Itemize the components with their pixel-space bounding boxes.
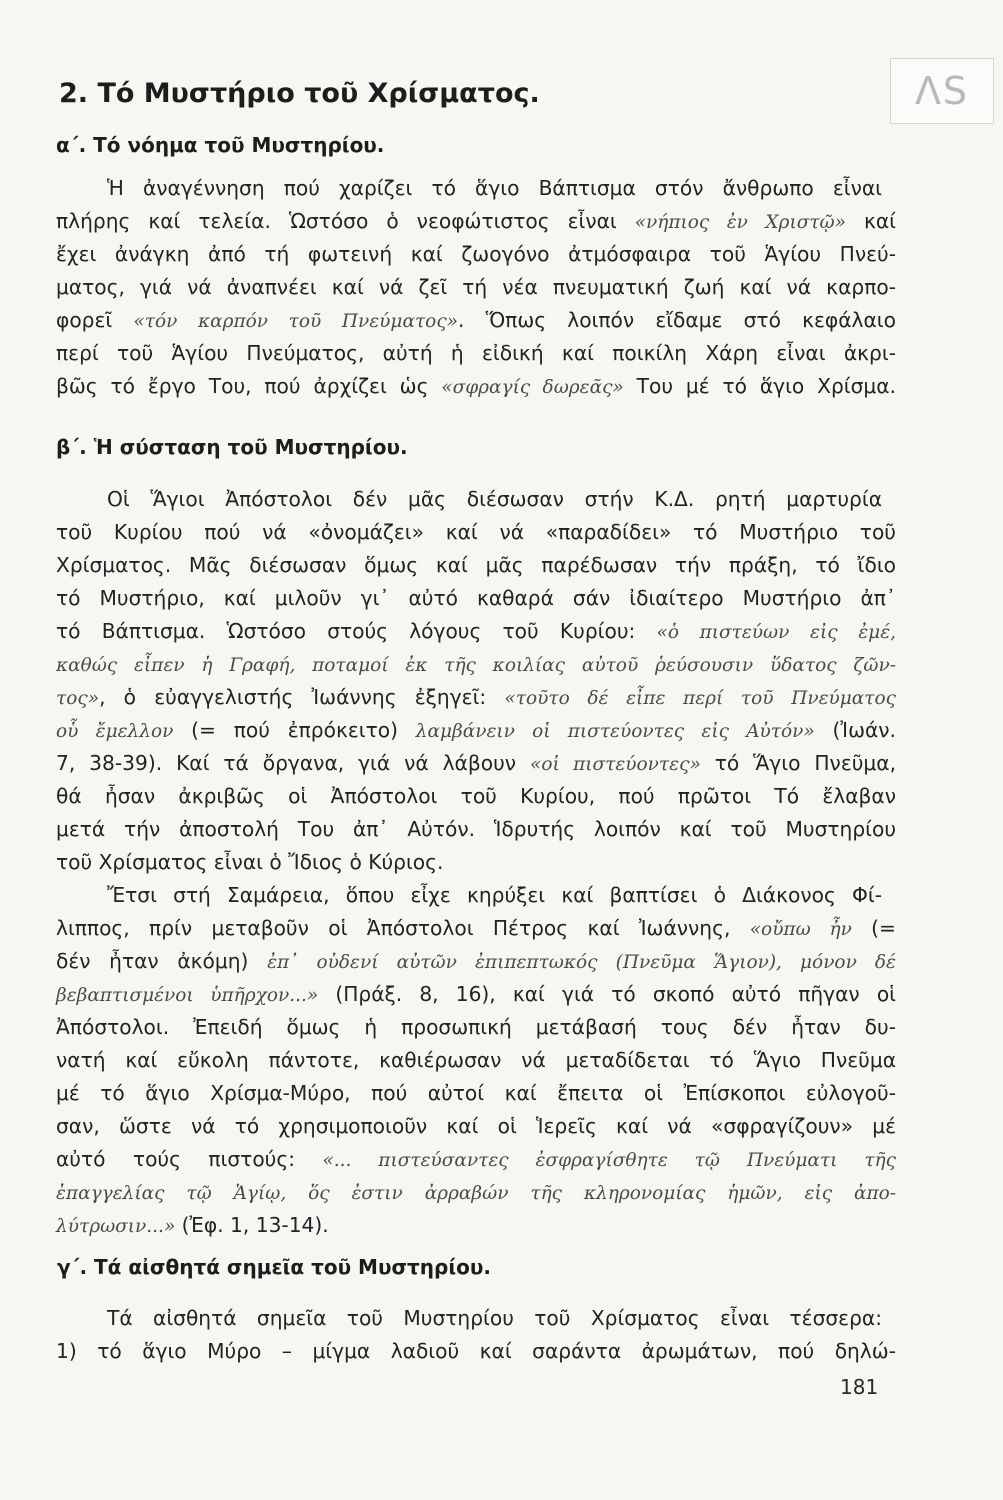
line-text: τοῦ Χρίσματος εἶναι ὁ Ἴδιος ὁ Κύριος. [56, 850, 444, 874]
section-heading-b: β΄. Ἡ σύσταση τοῦ Μυστηρίου. [56, 435, 408, 459]
text-line [56, 514, 896, 550]
line-text: 7, 38-39). Καί τά ὄργανα, γιά νά λάβουν [56, 751, 530, 775]
line-text: περί τοῦ Ἁγίου Πνεύματος, αὐτή ἡ εἰδική καί ποικίλη Χάρη εἶναι ἀκρι- [56, 341, 896, 365]
quoted-scripture: οὗ ἔμελλον [56, 721, 174, 742]
line-text: (= [851, 916, 896, 940]
line-text: καί [845, 209, 897, 233]
text-line [56, 613, 896, 649]
text-line [56, 976, 896, 1012]
section-heading-c: γ΄. Τά αἰσθητά σημεῖα τοῦ Μυστηρίου. [57, 1255, 491, 1279]
text-line [56, 844, 896, 880]
line-text: (Πράξ. 8, 16), καί γιά τό σκοπό αὐτό πῆγαν οἱ [318, 982, 896, 1006]
text-line [56, 778, 896, 814]
line-text: νατή καί εὔκολη πάντοτε, καθιέρωσαν νά μεταδίδεται τό Ἅγιο Πνεῦμα [56, 1048, 896, 1072]
text-line [56, 1108, 896, 1144]
quoted-scripture: βεβαπτισμένοι ὑπῆρχον...» [56, 985, 319, 1006]
quoted-scripture: «... πιστεύσαντες ἐσφραγίσθητε τῷ Πνεύματι τῆς [322, 1150, 896, 1171]
quoted-scripture: «σφραγίς δωρεᾶς» [441, 377, 624, 398]
line-text: Τά αἰσθητά σημεῖα τοῦ Μυστηρίου τοῦ Χρίσματος εἶναι τέσσερα: [107, 1306, 882, 1330]
text-line [56, 547, 896, 583]
line-text: (= πού ἐπρόκειτο) [173, 718, 416, 742]
quoted-scripture: «νήπιος ἐν Χριστῷ» [634, 212, 846, 233]
line-text: ματος, γιά νά ἀναπνέει καί νά ζεῖ τή νέα πνευματική ζωή καί νά καρπο- [56, 275, 896, 299]
text-line [56, 1207, 896, 1243]
quoted-scripture: λύτρωσιν...» [56, 1216, 176, 1237]
line-text: τό Βάπτισμα. Ὡστόσο στούς λόγους τοῦ Κυρίου: [56, 619, 657, 643]
line-text: Ἔτσι στή Σαμάρεια, ὅπου εἶχε κηρύξει καί βαπτίσει ὁ Διάκονος Φί- [107, 883, 882, 907]
text-line [56, 646, 896, 682]
text-line [56, 1174, 896, 1210]
line-text: Του μέ τό ἅγιο Χρίσμα. [623, 374, 896, 398]
line-text: 1) τό ἅγιο Μύρο – μίγμα λαδιοῦ καί σαράντα ἀρωμάτων, πού δηλώ- [56, 1339, 896, 1363]
line-text: , ὁ εὐαγγελιστής Ἰωάννης ἐξηγεῖ: [99, 685, 505, 709]
line-text: (Ἐφ. 1, 13-14). [175, 1213, 329, 1237]
quoted-scripture: «οὔπω ἦν [749, 919, 852, 940]
text-line [56, 368, 896, 404]
chapter-heading: 2. Τό Μυστήριο τοῦ Χρίσματος. [59, 78, 540, 109]
quoted-scripture: καθώς εἶπεν ἡ Γραφή, ποταμοί ἐκ τῆς κοιλίας αὐτοῦ ῥεύσουσιν ὕδατος ζῶν- [56, 655, 896, 676]
text-line [56, 335, 896, 371]
line-text: θά ἦσαν ἀκριβῶς οἱ Ἀπόστολοι τοῦ Κυρίου, πού πρῶτοι Τό ἔλαβαν [56, 784, 896, 808]
line-text: σαν, ὥστε νά τό χρησιμοποιοῦν καί οἱ Ἱερεῖς καί νά «σφραγίζουν» μέ [56, 1114, 896, 1138]
text-line [56, 269, 896, 305]
text-line [56, 1009, 896, 1045]
quoted-scripture: «τοῦτο δέ εἶπε περί τοῦ Πνεύματος [504, 688, 896, 709]
quoted-scripture: ἐπ᾿ οὐδενί αὐτῶν ἐπιπεπτωκός (Πνεῦμα Ἅγιον), μόνον δέ [267, 952, 896, 973]
text-line [56, 1075, 896, 1111]
line-text: Ἀπόστολοι. Ἐπειδή ὅμως ἡ προσωπική μετάβασή τους δέν ἦταν δυ- [56, 1015, 896, 1039]
line-text: . Ὅπως λοιπόν εἴδαμε στό κεφάλαιο [458, 308, 896, 332]
quoted-scripture: ἐπαγγελίας τῷ Ἁγίῳ, ὅς ἐστιν ἀρραβών τῆς κληρονομίας ἡμῶν, εἰς ἀπο- [56, 1183, 896, 1204]
page-number: 181 [840, 1375, 879, 1399]
text-line [56, 580, 896, 616]
line-text: λιππος, πρίν μεταβοῦν οἱ Ἀπόστολοι Πέτρος καί Ἰωάννης, [56, 916, 750, 940]
line-text: πλήρης καί τελεία. Ὡστόσο ὁ νεοφώτιστος εἶναι [56, 209, 635, 233]
line-text: Ἡ ἀναγέννηση πού χαρίζει τό ἅγιο Βάπτισμα στόν ἄνθρωπο εἶναι [107, 176, 882, 200]
text-line [56, 236, 896, 272]
line-text: αὐτό τούς πιστούς: [56, 1147, 323, 1171]
line-text: μετά τήν ἀποστολή Του ἀπ᾿ Αὐτόν. Ἱδρυτής λοιπόν καί τοῦ Μυστηρίου [56, 817, 896, 841]
quoted-scripture: τος» [56, 688, 100, 709]
text-line [56, 910, 896, 946]
text-line [107, 1300, 882, 1336]
text-line [56, 302, 896, 338]
quoted-scripture: «τόν καρπόν τοῦ Πνεύματος» [133, 311, 458, 332]
quoted-scripture: λαμβάνειν οἱ πιστεύοντες εἰς Αὐτόν» [415, 721, 815, 742]
line-text: βῶς τό ἔργο Του, πού ἀρχίζει ὡς [56, 374, 442, 398]
line-text: τό Ἅγιο Πνεῦμα, [700, 751, 896, 775]
text-line [107, 877, 882, 913]
section-heading-a: α΄. Τό νόημα τοῦ Μυστηρίου. [56, 133, 385, 157]
text-line [56, 943, 896, 979]
line-text: τό Μυστήριο, καί μιλοῦν γι᾿ αὐτό καθαρά σάν ἰδιαίτερο Μυστήριο ἀπ᾿ [56, 586, 896, 610]
text-line [56, 811, 896, 847]
line-text: Χρίσματος. Μᾶς διέσωσαν ὅμως καί μᾶς παρέδωσαν τήν πράξη, τό ἴδιο [56, 553, 896, 577]
page-corner-mark: ΛS [890, 58, 994, 124]
line-text: δέν ἦταν ἀκόμη) [56, 949, 268, 973]
line-text: (Ἰωάν. [814, 718, 896, 742]
line-text: μέ τό ἅγιο Χρίσμα-Μύρο, πού αὐτοί καί ἔπειτα οἱ Ἐπίσκοποι εὐλογοῦ- [56, 1081, 896, 1105]
text-line [107, 170, 882, 206]
quoted-scripture: «οἱ πιστεύοντες» [530, 754, 701, 775]
line-text: Οἱ Ἅγιοι Ἀπόστολοι δέν μᾶς διέσωσαν στήν Κ.Δ. ρητή μαρτυρία [107, 487, 882, 511]
quoted-scripture: «ὁ πιστεύων εἰς ἐμέ, [656, 622, 896, 643]
text-line [56, 1333, 896, 1369]
text-line [56, 203, 896, 239]
text-line [56, 1141, 896, 1177]
text-line [107, 481, 882, 517]
text-line [56, 679, 896, 715]
line-text: φορεῖ [56, 308, 134, 332]
text-line [56, 1042, 896, 1078]
line-text: ἔχει ἀνάγκη ἀπό τή φωτεινή καί ζωογόνο ἀτμόσφαιρα τοῦ Ἁγίου Πνεύ- [56, 242, 896, 266]
text-line [56, 712, 896, 748]
text-line [56, 745, 896, 781]
line-text: τοῦ Κυρίου πού νά «ὀνομάζει» καί νά «παραδίδει» τό Μυστήριο τοῦ [56, 520, 896, 544]
